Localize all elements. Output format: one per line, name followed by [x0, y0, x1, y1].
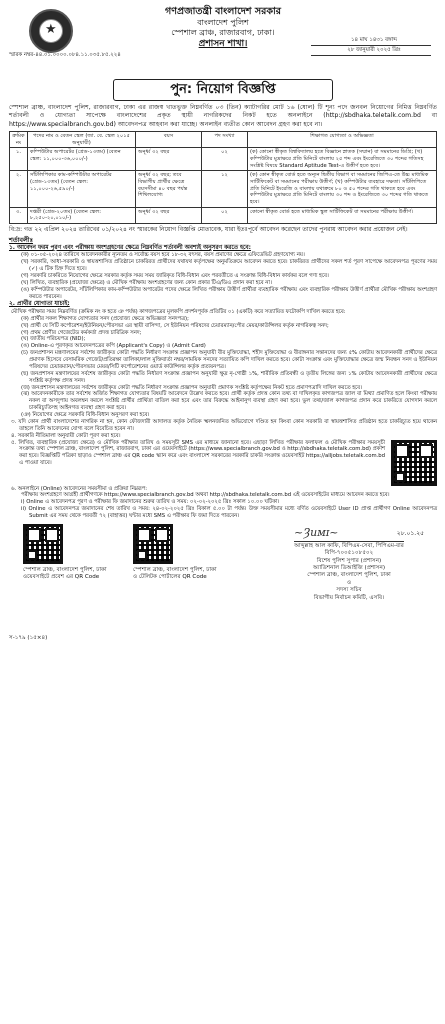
cell-qualification: (ক) কোন স্বীকৃত বোর্ড হতে অন্যূন দ্বিতীয় বিভাগ বা সমমানের জিপিএ-তে উচ্চ মাধ্যমিক সার্টিফিকেট বা সমমানের পরীক্ষায় উত্তীর্ণ; (খ) কম্পিউটার ব্যবহারে দক্ষতা। সাঁটলিপিতে প্রতি মিনিটে ইংরেজি ও বাংলায় যথাক্রমে ৮০ ও ৫০ শব্দের গতি থাকতে হবে এবং কম্পিউটার মুদ্রাক্ষরে প্রতি মিনিটে বাংলায় ৩০ শব্দ ও ইংরেজিতে ৩০ শব্দের গতি থাকতে হবে। — [248, 171, 437, 207]
cell-age: অনূর্ধ্ব ৩২ বছর — [136, 148, 202, 171]
cell-count: ১২ — [202, 171, 248, 207]
cell-age: অনূর্ধ্ব ৩২ বছর — [136, 207, 202, 223]
posts-table — [9, 131, 437, 224]
print-code: স-১৭৯ (১৫×৪) — [9, 634, 48, 641]
section-2-item: (ঘ) জাতীয় পরিচয়পত্র (NID); — [21, 336, 86, 343]
signer-member: সদস্য সচিব — [336, 587, 362, 594]
header — [9, 6, 437, 76]
qr-block-teletalk — [133, 524, 221, 582]
police-emblem-logo: ★ — [29, 9, 73, 53]
footer — [9, 524, 437, 642]
memo-number: স্মারক নম্বর-৪৪.০১.০০০০.০৮৪.১১.০৩৫.৮৫.২২৪ — [9, 52, 121, 58]
col-count: পদ সংখ্যা — [202, 132, 248, 148]
table-row — [10, 148, 437, 171]
section-5: ৫. লিখিত, ব্যবহারিক (প্রযোজ্য ক্ষেত্রে) ও মৌখিক পরীক্ষার তারিখ ও সময়সূচী SMS এর মাধ্যমে জানানো হবে। এছাড়া লিখিত পরীক্ষার ফলাফল ও মৌখিক পরীক্ষার সময়সূচী সংক্রান্ত তথ্য স্পেশাল ব্রাঞ্চ, বাংলাদেশ পুলিশ, রাজারবাগ, ঢাকা এর ওয়েবসাইটে (https://www.specialbranch.gov.bd ও http://sbdhaka.teletalk.com.bd) প্রকাশ করা হবে। বিজ্ঞপ্তিটি পত্রিকা ছাড়াও স্পেশাল ব্রাঞ্চ এর QR code স্ক্যান করে এবং বাংলাদেশ সরকারের সরকারি চাকরি সংক্রান্ত ওয়েবসাইট https://alljobs.teletalk.com.bd এ পাওয়া যাবে। — [11, 439, 386, 467]
section-3: ৩. যদি কোন প্রার্থী বাংলাদেশের নাগরিক না হন, কোন ফৌজদারী আদালত কর্তৃক নৈতিক স্খলনজনিত অভিযোগে দণ্ডিত হন কিংবা কোন সরকারি বা স্বায়ত্তশাসিত প্রতিষ্ঠান হতে চাকরিচ্যুত হয়ে থাকেন তাহলে তিনি আবেদনের যোগ্য বলে বিবেচিত হবেন না। — [11, 418, 437, 432]
cell-qualification: (ক) কোনো স্বীকৃত বিশ্ববিদ্যালয় হতে বিজ্ঞানে স্নাতক (সম্মান) বা সমমানের ডিগ্রি; (খ) কম্পিউটার মুদ্রাক্ষরে প্রতি মিনিটে বাংলায় ২৫ শব্দ এবং ইংরেজিতে ৩০ শব্দের গতিসহ সংশ্লিষ্ট বিষয়ে Standard Aptitude Test-এ উত্তীর্ণ হতে হবে। — [248, 148, 437, 171]
section-2-item: (চ) জনপ্রশাসন মন্ত্রণালয়ের সর্বশেষ জারীকৃত কোটা পদ্ধতি নির্ধারণ সংক্রান্ত প্রজ্ঞাপন অনুযায়ী বীর মুক্তিযোদ্ধা, শহীদ মুক্তিযোদ্ধা ও বীরাঙ্গনার সন্তানদের জন্য ৫% কোটায় আবেদনকারী প্রার্থীদের ক্ষেত্রে প্রমাণক হিসেবে বেসামরিক গেজেট/প্রতিরক্ষা তালিকা/লাল মুক্তিবার্তা নম্বর/সাময়িক সনদের সত্যায়িত কপি দাখিল করতে হবে। কোটা সংক্রান্ত এবং মুক্তিযোদ্ধার ক্ষেত্রে জন্ম নিবন্ধন সনদ ও ইউনিয়ন পরিষদের চেয়ারম্যান/পৌরসভার মেয়র/সিটি কর্পোরেশনের ওয়ার্ড কাউন্সিলর কর্তৃক প্রত্যয়নপত্র। — [21, 350, 437, 370]
section-2-item: (জ) জনপ্রশাসন মন্ত্রণালয়ের সর্বশেষ জারীকৃত কোটা পদ্ধতি নির্ধারণ সংক্রান্ত প্রজ্ঞাপন অনুযায়ী প্রমাণক সংশ্লিষ্ট কর্তৃপক্ষের নিকট হতে প্রমাণপত্রাদি দাখিল করতে হবে। — [21, 384, 363, 391]
qr-code-icon[interactable] — [23, 524, 63, 564]
cell-post: দপ্তরী (গ্রেড-২০তম) (বেতন স্কেল: ৮,২৫০-২০,০১০/-) — [28, 207, 136, 223]
qr-block-website — [23, 524, 111, 582]
cell-count: ০২ — [202, 148, 248, 171]
cell-count: ০২ — [202, 207, 248, 223]
signer-org: স্পেশাল ব্রাঞ্চ, বাংলাদেশ পুলিশ, ঢাকা — [307, 572, 391, 579]
cell-age: অনূর্ধ্ব ৩২ বছর; তবে বিভাগীয় প্রার্থীর ক্ষেত্রে বয়সসীমা ৪০ বছর পর্যন্ত শিথিলযোগ্য — [136, 171, 202, 207]
qr-caption: স্পেশাল ব্রাঞ্চ, বাংলাদেশ পুলিশ, ঢাকা ওয়েবসাইটে প্রবেশ এর QR Code — [23, 566, 107, 581]
signer-and: ও — [346, 579, 352, 586]
col-qualification: শিক্ষাগত যোগ্যতা ও অভিজ্ঞতা — [248, 132, 437, 148]
qr-code-icon[interactable] — [391, 440, 437, 486]
special-note: বি:দ্র: গত ২২ এপ্রিল ২০২৪ তারিখের ০১/২০২৪ নং স্মারকের নিয়োগ বিজ্ঞপ্তি মোতাবেক, যারা ইতঃপূর্বে আবেদন করেছেন তাদের পুনরায় আবেদন করার প্রয়োজন নেই। — [9, 225, 408, 233]
col-post: পদের নাম ও বেতন স্কেল (জা. বে. স্কেল ২০১৫ অনুযায়ী) — [28, 132, 136, 148]
signer-title: বিশেষ পুলিশ সুপার (প্রশাসন) — [316, 557, 382, 564]
intro-paragraph: স্পেশাল ব্রাঞ্চ, বাংলাদেশ পুলিশ, রাজারবাগ, ঢাকা এর রাজস্ব খাতভুক্ত নিম্নবর্ণিত ০৩ (তিন) ক্যাটাগরির মোট ১৬ (ষোল) টি শূন্য পদে জনবল নিয়োগের নিমিত্ত নিম্নবর্ণিত শর্তাবলী ও যোগ্যতা সাপেক্ষে বাংলাদেশের প্রকৃত স্থায়ী নাগরিকদের নিকট হতে অনলাইনে (http://sbdhaka.teletalk.com.bd বা https://www.specialbranch.gov.bd) আবেদনপত্র আহবান করা যাচ্ছে। অনলাইন ব্যতীত কোন আবেদন গ্রহণ করা হবে না। — [9, 104, 437, 128]
section-2-item: (খ) প্রার্থী যে সিটি কর্পোরেশন/ইউনিয়ন/পৌরসভা এর স্থায়ী বাসিন্দা, সে ইউনিয়ন পরিষদের চেয়ারম্যান/পৌর মেয়র/কাউন্সিলর কর্তৃক নাগরিকত্ব সনদ; — [21, 322, 329, 329]
govt-name: গণপ্রজাতন্ত্রী বাংলাদেশ সরকার — [165, 6, 281, 17]
date-bengali: ১৪ মাঘ ১৪৩১ বঙ্গাব্দ — [311, 36, 431, 46]
cell-post: কম্পিউটার অপারেটর (গ্রেড-১৩তম) (বেতন স্কেল: ১১,০০০-৩৬,০০০/-) — [28, 148, 136, 171]
signature-block — [274, 526, 424, 602]
signature-date: ২৮.০১.২৫ — [396, 529, 424, 537]
section-1-item: (খ) সরকারি, আধা-সরকারি ও স্বায়ত্তশাসিত প্রতিষ্ঠানে চাকরিরত প্রার্থীদের যথাযথ কর্তৃপক্ষের অনুমতিক্রমে আবেদন করতে হবে। চাকরিরত প্রার্থীদের সকল শর্ত পূরণ সাপেক্ষে আবেদনপত্র পূরণের সময় (✓) এ টিক চিহ্ন দিতে হবে। — [21, 259, 437, 273]
section-1-title: ১. আবেদন ফরম পূরণ এবং পরীক্ষায় অংশগ্রহণের ক্ষেত্রে নিম্নবর্ণিত শর্তাবলী অবশ্যই অনুসরণ করতে হবে: — [9, 244, 251, 251]
cell-serial: ২. — [10, 171, 28, 207]
section-1-item: (ক) ০১-০৫-২০২৪ তারিখে আবেদনকারীর ন্যূনতম ও সর্বোচ্চ বয়স হবে ১৮-৩২ বৎসর, বয়স প্রমাণের ক্ষেত্রে এফিডেভিট গ্রহণযোগ্য নয়। — [21, 252, 305, 259]
signer-office: অ্যাডিশনাল ডিআইজি (প্রশাসন) — [312, 565, 386, 571]
table-row — [10, 207, 437, 223]
section-2-item: (ক) প্রার্থীর সকল শিক্ষাগত যোগ্যতার সনদ (প্রযোজ্য ক্ষেত্রে অভিজ্ঞতা সনদপত্র); — [21, 315, 189, 322]
date-block — [311, 36, 431, 56]
signer-committee: বিভাগীয় নির্বাচন কমিটি, এসবি। — [313, 594, 385, 601]
section-2-item: (গ) প্রথম শ্রেণীর গেজেটেড কর্মকর্তা প্রদত্ত চারিত্রিক সনদ; — [21, 329, 142, 336]
branch-name: স্পেশাল ব্রাঞ্চ, রাজারবাগ, ঢাকা। — [171, 28, 275, 38]
section-2-item: (ছ) জনপ্রশাসন মন্ত্রণালয়ের সর্বশেষ জারীকৃত কোটা পদ্ধতি নির্ধারণ সংক্রান্ত প্রজ্ঞাপন অনুযায়ী ক্ষুদ্র নৃ-গোষ্ঠী ১%, শারীরিক প্রতিবন্ধী ও তৃতীয় লিঙ্গের জন্য ১% কোটায় আবেদনকারী প্রার্থীদের ক্ষেত্রে সংশ্লিষ্ট কর্তৃপক্ষ প্রদত্ত সনদ। — [21, 370, 437, 384]
handwritten-signature: ~Ȝuᴍɪ~ — [294, 525, 339, 539]
section-2-item: (ঞ) নিয়োগের ক্ষেত্রে সরকারি বিধি-বিধান অনুসরণ করা হবে। — [21, 412, 150, 418]
signer-id: বিপি-৭০০৫১০৮৫০২ — [324, 550, 374, 557]
conditions-title: শর্তাবলীঃ — [9, 235, 33, 244]
signer-name: আব্দুল্লাহ আল কাফি, বিপিএম-সেবা, পিপিএম-বার — [294, 542, 404, 549]
cell-serial: ৩. — [10, 207, 28, 223]
date-english: ২৮ জানুয়ারী ২০২৫ খ্রিঃ — [311, 46, 431, 56]
section-6-intro: পরীক্ষায় অংশগ্রহণে আগ্রহী প্রার্থীগণকে https://www.specialbranch.gov.bd অথবা http://sbdhaka.teletalk.com.bd এই ওয়েবসাইটের মাধ্যমে আবেদন করতে হবে। — [21, 492, 390, 499]
police-name: বাংলাদেশ পুলিশ — [197, 18, 249, 28]
section-6-item: i) Online এ আবেদনপত্র পূরণ ও পরীক্ষার ফি জমাদানের শুরুর তারিখ ও সময়: ০২-০২-২০২৫ খ্রিঃ সকাল ১০.০০ ঘটিকা। — [21, 499, 280, 506]
section-1-item: (ঙ) কম্পিউটার অপারেটর, সাঁটলিপিকার কাম-কম্পিউটার অপারেটর পদের ক্ষেত্রে লিখিত পরীক্ষায় উত্তীর্ণ প্রার্থীরা ব্যবহারিক পরীক্ষায় এবং ব্যবহারিক পরীক্ষায় উত্তীর্ণ প্রার্থীরা মৌখিক পরীক্ষায় অংশগ্রহণ করতে পারবেন। — [21, 286, 437, 300]
section-4: ৪. সরকারি নীতিমালা অনুযায়ী কোটা পূরণ করা হবে। — [11, 432, 121, 439]
section-1-item: (ঘ) লিখিত, ব্যবহারিক (প্রযোজ্য ক্ষেত্রে) ও মৌখিক পরীক্ষায় অংশগ্রহণের জন্য কোন প্রকার টিএ/ডিএ প্রদান করা হবে না। — [21, 279, 272, 286]
section-1-item: (গ) সরকারি চাকরিতে নিয়োগের ক্ষেত্রে সরকার কর্তৃক সময় সময় জারিকৃত বিধি-বিধান এবং পরবর্তীতে এ সংক্রান্ত বিধি-বিধান কার্যকর বলে গণ্য হবে। — [21, 272, 329, 279]
col-serial: ক্রমিক নং — [10, 132, 28, 148]
section-5-block — [9, 440, 437, 486]
qr-caption: স্পেশাল ব্রাঞ্চ, বাংলাদেশ পুলিশ, ঢাকা ও টেলিটক পোর্টালের QR Code — [133, 566, 217, 581]
cell-serial: ১. — [10, 148, 28, 171]
section-2-item: (ঙ) Online-এ পূরণকৃত আবেদনপত্রের কপি (Applicant's Copy) ও (Admit Card) — [21, 343, 206, 350]
col-age: বয়স — [136, 132, 202, 148]
cell-post: সাঁটলিপিকার কাম-কম্পিউটার অপারেটর (গ্রেড-১৩তম) (বেতন স্কেল: ১১,০০০-২৬,৫৯০/-) — [28, 171, 136, 207]
section-2-title: ২. প্রার্থীর যোগ্যতা যাচাই: — [9, 301, 70, 308]
notice-title: পুন: নিয়োগ বিজ্ঞপ্তি — [113, 79, 333, 101]
section-2-intro: মৌখিক পরীক্ষার সময় নিম্নবর্ণিত (ক্রমিক নং ক হতে ঞ পর্যন্ত) কাগজপত্রের মূলকপি প্রদর্শনপূর্বক প্রতিটির ০১ (একটি) করে সত্যায়িত ফটোকপি দাখিল করতে হবে: — [11, 308, 346, 315]
cell-qualification: কোনো স্বীকৃত বোর্ড হতে মাধ্যমিক স্কুল সার্টিফিকেট বা সমমানের পরীক্ষায় উত্তীর্ণ। — [248, 207, 437, 223]
qr-code-icon[interactable] — [133, 524, 173, 564]
section-name: প্রশাসন শাখা। — [198, 38, 248, 49]
section-6-item: ii) Online এ আবেদনপত্র জমাদানের শেষ তারিখ ও সময়: ২৪-০২-২০২৫ খ্রিঃ বিকাল ৫.০০ টা পর্যন্ত। উক্ত সময়সীমার মধ্যে বর্ণিত ওয়েবসাইটে User ID প্রাপ্ত প্রার্থীগণ Online আবেদনপত্র Submit এর সময় থেকে পরবর্তী ৭২ (বাহাত্তর) ঘন্টার মধ্যে SMS এ পরীক্ষার ফি জমা দিতে পারবেন। — [21, 506, 437, 519]
section-6: ৬. অনলাইনে (Online) আবেদনের সময়সীমা ও প্রক্রিয়া নিম্নরূপ: — [11, 485, 147, 492]
section-2-item: (ঝ) আবেদনকারীকে তার সর্বশেষ অর্জিত শিক্ষাগত যোগ্যতার বিষয়টি আবেদনে উল্লেখ করতে হবে। প্রার্থী কর্তৃক প্রদত্ত কোন তথ্য বা দাখিলকৃত কাগজপত্র জাল বা মিথ্যা প্রমাণিত হলে কিংবা পরীক্ষায় নকল বা অসদুপায় অবলম্বন করলে সংশ্লিষ্ট প্রার্থীর প্রার্থিতা বাতিল করা হবে এবং তার বিরুদ্ধে আইনানুগ ব্যবস্থা গ্রহণ করা হবে। ভুল তথ্য/জাল কাগজপত্র প্রদান করে চাকরিতে যোগদান করলে চাকরিচ্যুতিসহ আইনগত ব্যবস্থা গ্রহণ করা হবে। — [21, 391, 437, 412]
table-row — [10, 171, 437, 207]
